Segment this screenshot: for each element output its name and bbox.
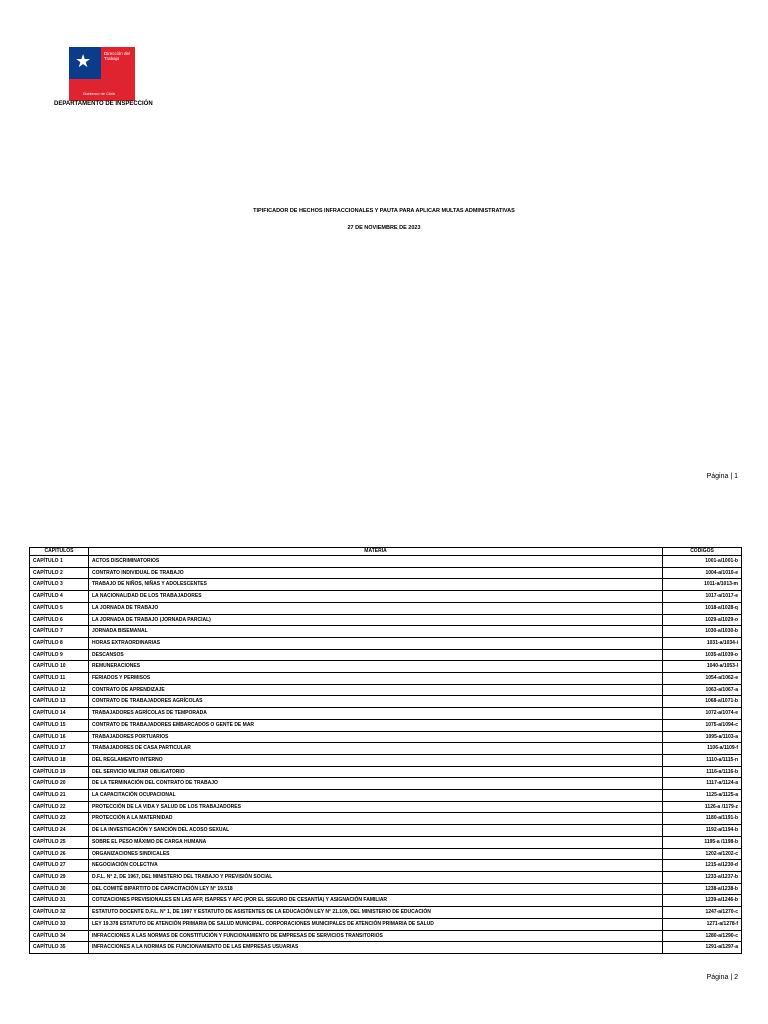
- subject-cell: LA NACIONALIDAD DE LOS TRABAJADORES: [89, 591, 663, 603]
- table-row: [30, 813, 742, 825]
- subject-cell: NEGOCIACIÓN COLECTIVA: [89, 860, 663, 872]
- subject-cell: LA JORNADA DE TRABAJO: [89, 602, 663, 614]
- subject-cell: DESCANSOS: [89, 649, 663, 661]
- subject-cell: CONTRATO DE TRABAJADORES AGRÍCOLAS: [89, 696, 663, 708]
- chapter-cell: CAPÍTULO 17: [30, 743, 89, 755]
- subject-cell: TRABAJO DE NIÑOS, NIÑAS Y ADOLESCENTES: [89, 579, 663, 591]
- table-row: [30, 895, 742, 907]
- table-row: [30, 871, 742, 883]
- codes-cell: 1117-a/1124-a: [663, 778, 742, 790]
- table-row: [30, 754, 742, 766]
- codes-cell: 1001-a/1001-b: [663, 556, 742, 568]
- subject-cell: PROTECCIÓN A LA MATERNIDAD: [89, 813, 663, 825]
- table-row: [30, 567, 742, 579]
- chapter-cell: CAPÍTULO 24: [30, 825, 89, 837]
- chapter-cell: CAPÍTULO 35: [30, 942, 89, 954]
- table-row: [30, 696, 742, 708]
- table-row: [30, 661, 742, 673]
- table-row: [30, 860, 742, 872]
- subject-cell: PROTECCIÓN DE LA VIDA Y SALUD DE LOS TRABAJADORES: [89, 801, 663, 813]
- chapter-cell: CAPÍTULO 25: [30, 836, 89, 848]
- subject-cell: DE LA INVESTIGACIÓN Y SANCIÓN DEL ACOSO SEXUAL: [89, 825, 663, 837]
- chapter-cell: CAPÍTULO 15: [30, 719, 89, 731]
- chapter-cell: CAPÍTULO 34: [30, 930, 89, 942]
- logo-text-bottom: Gobierno de Chile: [83, 91, 116, 96]
- table-row: [30, 673, 742, 685]
- chapter-cell: CAPÍTULO 32: [30, 907, 89, 919]
- codes-cell: 1011-a/1013-m: [663, 579, 742, 591]
- codes-cell: 1126-a /1179-z: [663, 801, 742, 813]
- subject-cell: LA JORNADA DE TRABAJO (JORNADA PARCIAL): [89, 614, 663, 626]
- codes-cell: 1110-a/1115-n: [663, 754, 742, 766]
- document-title: TIPIFICADOR DE HECHOS INFRACCIONALES Y PAUTA PARA APLICAR MULTAS ADMINISTRATIVAS: [253, 208, 515, 214]
- chapter-cell: CAPÍTULO 20: [30, 778, 89, 790]
- codes-cell: 1239-a/1246-b: [663, 895, 742, 907]
- table-row: [30, 778, 742, 790]
- table-row: [30, 848, 742, 860]
- codes-cell: 1280-a/1290-c: [663, 930, 742, 942]
- table-row: [30, 614, 742, 626]
- chapter-cell: CAPÍTULO 11: [30, 673, 89, 685]
- chapter-cell: CAPÍTULO 30: [30, 883, 89, 895]
- chapter-cell: CAPÍTULO 18: [30, 754, 89, 766]
- chapter-cell: CAPÍTULO 8: [30, 637, 89, 649]
- codes-cell: 1040-a/1053-l: [663, 661, 742, 673]
- codes-cell: 1095-a/1103-a: [663, 731, 742, 743]
- chapter-cell: CAPÍTULO 2: [30, 567, 89, 579]
- subject-cell: DE LA TERMINACIÓN DEL CONTRATO DE TRABAJO: [89, 778, 663, 790]
- subject-cell: DEL SERVICIO MILITAR OBLIGATORIO: [89, 766, 663, 778]
- table-row: [30, 743, 742, 755]
- document-date: 27 DE NOVIEMBRE DE 2023: [347, 225, 421, 231]
- chapter-cell: CAPÍTULO 31: [30, 895, 89, 907]
- codes-cell: 1054-a/1062-e: [663, 673, 742, 685]
- chapter-cell: CAPÍTULO 26: [30, 848, 89, 860]
- codes-cell: 1029-a/1029-o: [663, 614, 742, 626]
- codes-cell: 1202-a/1202-c: [663, 848, 742, 860]
- table-row: [30, 708, 742, 720]
- chapter-cell: CAPÍTULO 27: [30, 860, 89, 872]
- chapter-cell: CAPÍTULO 10: [30, 661, 89, 673]
- subject-cell: TRABAJADORES AGRÍCOLAS DE TEMPORADA: [89, 708, 663, 720]
- table-row: [30, 836, 742, 848]
- subject-cell: ORGANIZACIONES SINDICALES: [89, 848, 663, 860]
- codes-cell: 1063-a/1067-a: [663, 684, 742, 696]
- chapter-cell: CAPÍTULO 19: [30, 766, 89, 778]
- subject-cell: INFRACCIONES A LAS NORMAS DE CONSTITUCIÓN Y FUNCIONAMIENTO DE EMPRESAS DE SERVICIOS TRANSITORIOS: [89, 930, 663, 942]
- table-row: [30, 719, 742, 731]
- chapter-cell: CAPÍTULO 16: [30, 731, 89, 743]
- table-row: [30, 649, 742, 661]
- table-row: [30, 684, 742, 696]
- subject-cell: TRABAJADORES DE CASA PARTICULAR: [89, 743, 663, 755]
- table-row: [30, 801, 742, 813]
- codes-cell: 1247-a/1270-c: [663, 907, 742, 919]
- chapter-cell: CAPÍTULO 9: [30, 649, 89, 661]
- page-number-2: Página | 2: [706, 974, 738, 981]
- codes-cell: 1195-a /1198-b: [663, 836, 742, 848]
- header-capitulos: CAPÍTULOS: [30, 548, 89, 556]
- subject-cell: COTIZACIONES PREVISIONALES EN LAS AFP, ISAPRES Y AFC (POR EL SEGURO DE CESANTÍA) Y ASIGNACIÓN FAMILIAR: [89, 895, 663, 907]
- codes-cell: 1031-a/1034-i: [663, 637, 742, 649]
- subject-cell: DEL REGLAMENTO INTERNO: [89, 754, 663, 766]
- codes-cell: 1075-a/1094-c: [663, 719, 742, 731]
- table-row: [30, 602, 742, 614]
- page-number-1: Página | 1: [706, 473, 738, 480]
- subject-cell: LA CAPACITACIÓN OCUPACIONAL: [89, 790, 663, 802]
- logo-red-band: [69, 79, 135, 101]
- codes-cell: 1017-a/1017-e: [663, 591, 742, 603]
- subject-cell: CONTRATO INDIVIDUAL DE TRABAJO: [89, 567, 663, 579]
- table-header-row: [30, 548, 742, 556]
- header-materia: MATERIA: [89, 548, 663, 556]
- chapter-cell: CAPÍTULO 23: [30, 813, 89, 825]
- chapter-cell: CAPÍTULO 33: [30, 918, 89, 930]
- chapter-cell: CAPÍTULO 6: [30, 614, 89, 626]
- table-row: [30, 790, 742, 802]
- subject-cell: SOBRE EL PESO MÁXIMO DE CARGA HUMANA: [89, 836, 663, 848]
- chapter-cell: CAPÍTULO 22: [30, 801, 89, 813]
- department-name: DEPARTAMENTO DE INSPECCIÓN: [54, 101, 153, 107]
- codes-cell: 1215-a/1230-d: [663, 860, 742, 872]
- codes-cell: 1018-a/1028-q: [663, 602, 742, 614]
- codes-cell: 1106-a/1109-f: [663, 743, 742, 755]
- table-row: [30, 579, 742, 591]
- codes-cell: 1271-a/1278-f: [663, 918, 742, 930]
- table-row: [30, 731, 742, 743]
- subject-cell: CONTRATO DE APRENDIZAJE: [89, 684, 663, 696]
- chapters-table: [29, 547, 742, 954]
- subject-cell: DEL COMITÉ BIPARTITO DE CAPACITACIÓN LEY N° 19.518: [89, 883, 663, 895]
- table-row: [30, 907, 742, 919]
- chapter-cell: CAPÍTULO 7: [30, 626, 89, 638]
- codes-cell: 1116-a/1116-b: [663, 766, 742, 778]
- codes-cell: 1068-a/1071-b: [663, 696, 742, 708]
- subject-cell: TRABAJADORES PORTUARIOS: [89, 731, 663, 743]
- codes-cell: 1180-a/1191-b: [663, 813, 742, 825]
- chapter-cell: CAPÍTULO 21: [30, 790, 89, 802]
- subject-cell: ESTATUTO DOCENTE D.F.L. N° 1, DE 1997 Y ESTATUTO DE ASISTENTES DE LA EDUCACIÓN LEY N° 21.109, DEL MINISTERIO DE EDUCACIÓN: [89, 907, 663, 919]
- chapter-cell: CAPÍTULO 5: [30, 602, 89, 614]
- subject-cell: ACTOS DISCRIMINATORIOS: [89, 556, 663, 568]
- chapter-cell: CAPÍTULO 14: [30, 708, 89, 720]
- table-row: [30, 637, 742, 649]
- subject-cell: JORNADA BISEMANAL: [89, 626, 663, 638]
- table-row: [30, 942, 742, 954]
- direccion-del-trabajo-logo: [69, 47, 135, 101]
- subject-cell: FERIADOS Y PERMISOS: [89, 673, 663, 685]
- codes-cell: 1004-a/1010-e: [663, 567, 742, 579]
- codes-cell: 1072-a/1074-e: [663, 708, 742, 720]
- chapter-cell: CAPÍTULO 12: [30, 684, 89, 696]
- codes-cell: 1035-a/1039-o: [663, 649, 742, 661]
- table-row: [30, 766, 742, 778]
- subject-cell: INFRACCIONES A LA NORMAS DE FUNCIONAMIENTO DE LAS EMPRESAS USUARIAS: [89, 942, 663, 954]
- subject-cell: D.F.L. N° 2, DE 1967, DEL MINISTERIO DEL TRABAJO Y PREVISIÓN SOCIAL: [89, 871, 663, 883]
- codes-cell: 1192-a/1194-b: [663, 825, 742, 837]
- codes-cell: 1030-a/1030-b: [663, 626, 742, 638]
- subject-cell: LEY 19.378 ESTATUTO DE ATENCIÓN PRIMARIA DE SALUD MUNICIPAL. CORPORACIONES MUNICIPALES DE ATENCIÓN PRIMARIA DE SALUD: [89, 918, 663, 930]
- logo-text-top: Dirección del Trabajo: [104, 51, 131, 61]
- chapter-cell: CAPÍTULO 13: [30, 696, 89, 708]
- table-row: [30, 556, 742, 568]
- codes-cell: 1125-a/1125-a: [663, 790, 742, 802]
- table-row: [30, 930, 742, 942]
- subject-cell: HORAS EXTRAORDINARIAS: [89, 637, 663, 649]
- codes-cell: 1233-a/1237-b: [663, 871, 742, 883]
- star-icon: ★: [75, 51, 92, 72]
- chapter-cell: CAPÍTULO 1: [30, 556, 89, 568]
- table-row: [30, 591, 742, 603]
- chapter-cell: CAPÍTULO 29: [30, 871, 89, 883]
- chapter-cell: CAPÍTULO 4: [30, 591, 89, 603]
- header-codigos: CÓDIGOS: [663, 548, 742, 556]
- subject-cell: REMUNERACIONES: [89, 661, 663, 673]
- table-row: [30, 918, 742, 930]
- codes-cell: 1238-a/1238-b: [663, 883, 742, 895]
- table-row: [30, 626, 742, 638]
- subject-cell: CONTRATO DE TRABAJADORES EMBARCADOS O GENTE DE MAR: [89, 719, 663, 731]
- table-row: [30, 825, 742, 837]
- table-row: [30, 883, 742, 895]
- chapter-cell: CAPÍTULO 3: [30, 579, 89, 591]
- codes-cell: 1291-a/1297-a: [663, 942, 742, 954]
